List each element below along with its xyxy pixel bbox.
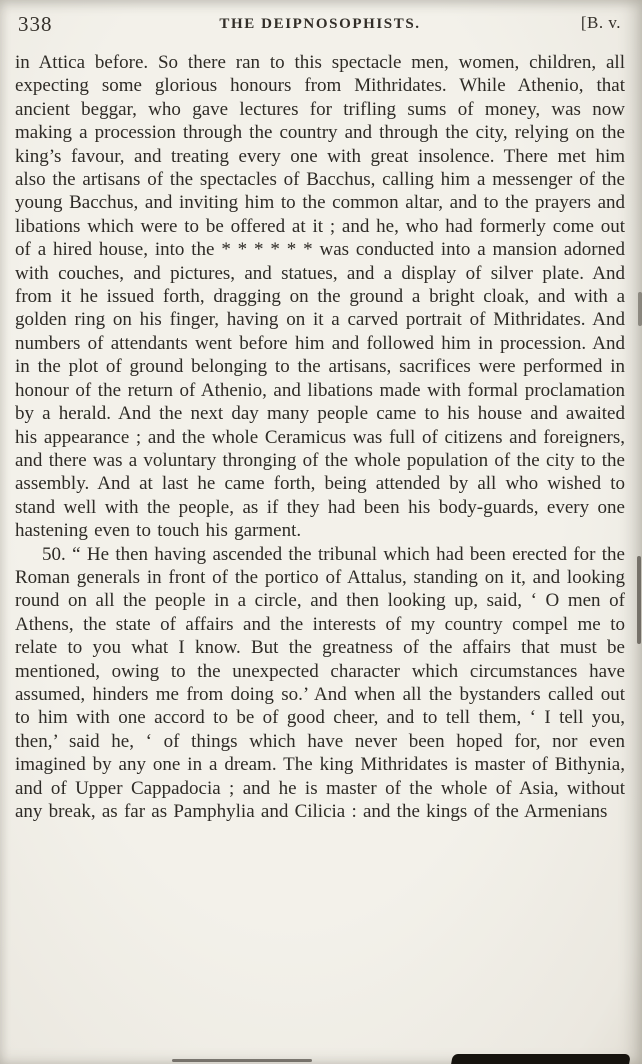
page-body	[15, 51, 625, 823]
page-header	[15, 10, 625, 42]
running-title: THE DEIPNOSOPHISTS.	[219, 16, 421, 32]
scan-artifact-bottom-left	[172, 1059, 312, 1062]
page-number: 338	[18, 12, 53, 36]
scan-artifact-bottom-right	[451, 1054, 631, 1064]
paragraph-continuation: in Attica before. So there ran to this spectacle men, women, children, all expecting some glorious honours from Mithridates. While Athenio, that ancient beggar, who gave lectures for trifling sums of money, was now making a procession through the country and through the city, relying on the king’s favour, and treating every one with great insolence. There met him also the artisans of the spectacles of Bacchus, calling him a messenger of the young Bacchus, and inviting him to the common altar, and to the prayers and libations which were to be offered at it ; and he, who had formerly come out of a hired house, into the * * * * * * was conducted into a mansion adorned with couches, and pictures, and statues, and a display of silver plate. And from it he issued forth, dragging on the ground a bright cloak, and with a golden ring on his finger, having on it a carved portrait of Mithridates. And numbers of attendants went before him and followed him in procession. And in the plot of ground belonging to the artisans, sacrifices were performed in honour of the return of Athenio, and libations made with formal proclamation by a herald. And the next day many people came to his house and awaited his appearance ; and the whole Ceramicus was full of citizens and foreigners, and there was a voluntary thronging of the whole population of the city to the assembly. And at last he came forth, being attended by all who wished to stand well with the people, as if they had been his body-guards, every one hastening even to touch his garment.	[15, 52, 625, 542]
scan-artifact-right-edge	[637, 556, 641, 644]
scan-artifact-right-edge-upper	[638, 292, 642, 326]
book-reference: [B. v.	[580, 13, 621, 32]
paragraph-section-50: 50. “ He then having ascended the tribunal which had been erected for the Roman generals in front of the portico of Attalus, standing on it, and looking round on all the people in a circle, and then looking up, said, ‘ O men of Athens, the state of affairs and the interests of my country compel me to relate to you what I know. But the greatness of the affairs that must be mentioned, owing to the unexpected character which circumstances have assumed, hinders me from doing so.’ And when all the bystanders called out to him with one accord to be of good cheer, and to tell them, ‘ I tell you, then,’ said he, ‘ of things which have never been hoped for, nor even imagined by any one in a dream. The king Mithridates is master of Bithynia, and of Upper Cappadocia ; and he is master of the whole of Asia, without any break, as far as Pamphylia and Cilicia : and the kings of the Armenians	[15, 543, 625, 822]
